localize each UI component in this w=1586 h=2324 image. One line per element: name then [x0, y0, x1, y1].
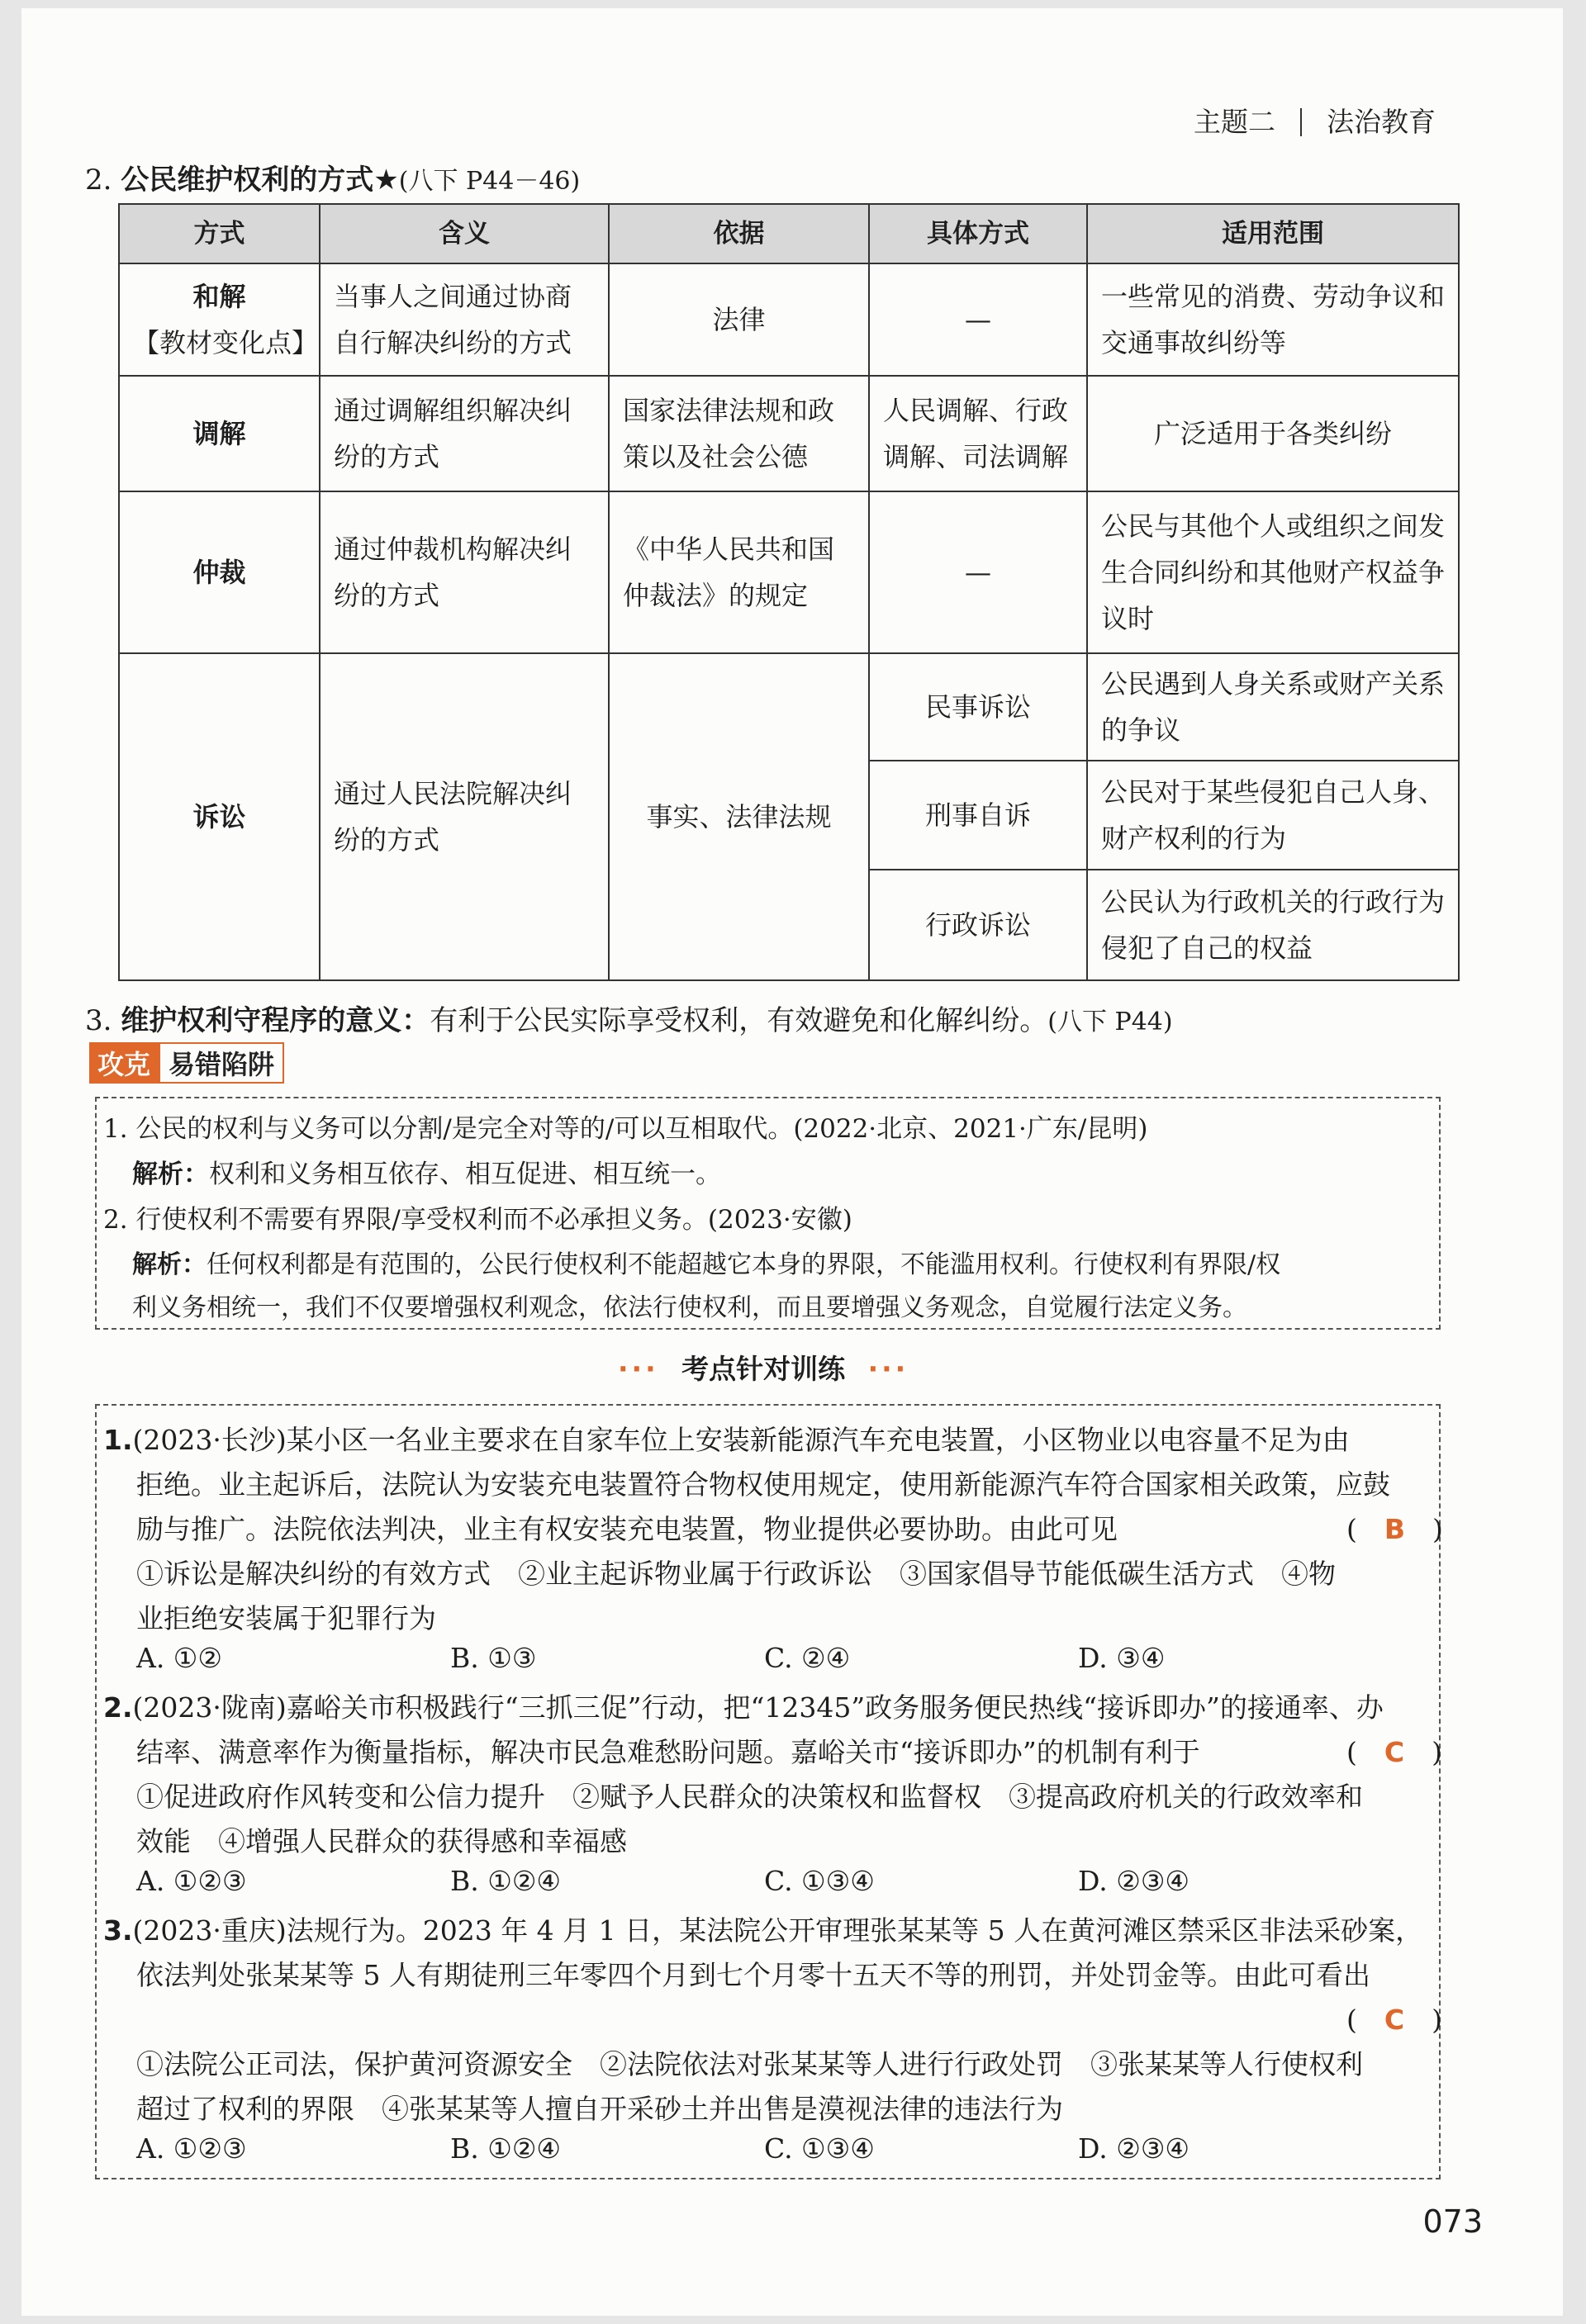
trap1-question: 1. 公民的权利与义务可以分割/是完全对等的/可以互相取代。(2022·北京、2021·广东/昆明) [103, 1114, 1148, 1144]
q2-choice-c: C. ①③④ [764, 1865, 875, 1897]
q3-answer-letter: C [1384, 2004, 1405, 2036]
page-header [1194, 101, 1436, 140]
q1-answer: ( B ) [1346, 1513, 1443, 1545]
dots-right: ··· [867, 1353, 909, 1385]
section3-number: 3. [85, 1004, 112, 1037]
specific-cell: 刑事自诉 [869, 761, 1087, 870]
table-header-cell: 方式 [119, 204, 320, 263]
basis-cell: 法律 [609, 263, 869, 376]
table-header-cell: 含义 [320, 204, 609, 263]
q3-choice-a: A. ①②③ [136, 2132, 247, 2165]
q1-line3: 励与推广。法院依法判决，业主有权安装充电装置，物业提供必要协助。由此可见 [136, 1513, 1118, 1545]
header-title: 法治教育 [1327, 106, 1436, 138]
scope-cell: 广泛适用于各类纠纷 [1087, 376, 1459, 491]
section3-title: 维护权利守程序的意义： [121, 1004, 430, 1037]
method-cell: 仲裁 [119, 491, 320, 653]
q3-line2: 依法判处张某某等 5 人有期徒刑三年零四个月到七个月零十五天不等的刑罚，并处罚金等。由此可看出 [136, 1959, 1370, 1991]
q1-choice-c: C. ②④ [764, 1642, 851, 1674]
meaning-cell: 通过调解组织解决纠纷的方式 [320, 376, 609, 491]
header-theme: 主题二 [1194, 106, 1275, 138]
meaning-cell: 通过仲裁机构解决纠纷的方式 [320, 491, 609, 653]
scope-cell: 公民遇到人身关系或财产关系的争议 [1087, 653, 1459, 761]
meaning-cell: 通过人民法院解决纠纷的方式 [320, 653, 609, 980]
section2-number: 2. [85, 164, 112, 197]
table-header-row [119, 204, 1459, 263]
q3-line1 [103, 1909, 1422, 1948]
q1-line2: 拒绝。业主起诉后，法院认为安装充电装置符合物权使用规定，使用新能源汽车符合国家相关政策，应鼓 [136, 1468, 1390, 1501]
table-row [119, 263, 1459, 376]
method-cell: 诉讼 [119, 653, 320, 980]
specific-cell: 人民调解、行政调解、司法调解 [869, 376, 1087, 491]
trap1-analysis [132, 1153, 721, 1190]
q1-choice-a: A. ①② [136, 1642, 222, 1674]
section2-ref: (八下 P44－46) [398, 167, 581, 196]
scope-cell: 公民对于某些侵犯自己人身、财产权利的行为 [1087, 761, 1459, 870]
q2-line1 [103, 1686, 1384, 1725]
q1-options-1: ①诉讼是解决纠纷的有效方式 ②业主起诉物业属于行政诉讼 ③国家倡导节能低碳生活方式 ④物 [136, 1558, 1336, 1590]
header-divider [1300, 108, 1302, 136]
q1-answer-letter: B [1384, 1513, 1406, 1545]
q3-options-2: 超过了权利的界限 ④张某某等人擅自开采砂土并出售是漠视法律的违法行为 [136, 2093, 1063, 2125]
q2-answer: ( C ) [1346, 1736, 1442, 1768]
q2-choice-a: A. ①②③ [136, 1865, 247, 1897]
page-number: 073 [1422, 2203, 1483, 2240]
trap2-question: 2. 行使权利不需要有界限/享受权利而不必承担义务。(2023·安徽) [103, 1205, 852, 1235]
q2-choice-b: B. ①②④ [450, 1865, 561, 1897]
q3-number: 3. [103, 1914, 133, 1947]
specific-cell: 行政诉讼 [869, 870, 1087, 980]
specific-cell: 民事诉讼 [869, 653, 1087, 761]
section3-paragraph [85, 998, 1173, 1038]
q2-number: 2. [103, 1691, 133, 1724]
q3-choice-b: B. ①②④ [450, 2132, 561, 2165]
basis-cell: 国家法律法规和政策以及社会公德 [609, 376, 869, 491]
trap-tag [89, 1042, 284, 1084]
analysis-text: 任何权利都是有范围的，公民行使权利不能超越它本身的界限，不能滥用权利。行使权利有界限/权 [207, 1250, 1281, 1279]
analysis-label: 解析： [132, 1160, 209, 1189]
training-title: 考点针对训练 [681, 1353, 846, 1385]
table-row [119, 376, 1459, 491]
q1-line1 [103, 1419, 1350, 1458]
method-note: 【教材变化点】 [133, 327, 319, 358]
q3-choice-c: C. ①③④ [764, 2132, 875, 2165]
table-row [119, 653, 1459, 761]
trap2-analysis-cont: 利义务相统一，我们不仅要增强权利观念，依法行使权利，而且要增强义务观念，自觉履行法定义务。 [132, 1293, 1247, 1322]
dots-left: ··· [618, 1353, 659, 1385]
rights-methods-table [118, 203, 1460, 981]
basis-cell: 《中华人民共和国仲裁法》的规定 [609, 491, 869, 653]
q2-choice-d: D. ②③④ [1078, 1865, 1190, 1897]
q1-choice-b: B. ①③ [450, 1642, 537, 1674]
section3-text: 有利于公民实际享受权利，有效避免和化解纠纷。 [430, 1004, 1048, 1037]
q2-stem: (2023·陇南)嘉峪关市积极践行“三抓三促”行动，把“12345”政务服务便民热线“接诉即办”的接通率、办 [132, 1691, 1384, 1724]
tag-part1: 攻克 [89, 1042, 159, 1084]
specific-cell: — [869, 491, 1087, 653]
training-heading [618, 1348, 909, 1387]
meaning-cell: 当事人之间通过协商自行解决纠纷的方式 [320, 263, 609, 376]
q1-choice-d: D. ③④ [1078, 1642, 1166, 1674]
q3-answer: ( C ) [1346, 2004, 1442, 2036]
q2-options-1: ①促进政府作风转变和公信力提升 ②赋予人民群众的决策权和监督权 ③提高政府机关的行政效率和 [136, 1781, 1363, 1813]
method-label: 和解 [192, 281, 246, 312]
q1-stem: (2023·长沙)某小区一名业主要求在自家车位上安装新能源汽车充电装置，小区物业以电容量不足为由 [132, 1424, 1350, 1456]
scope-cell: 一些常见的消费、劳动争议和交通事故纠纷等 [1087, 263, 1459, 376]
section3-ref: (八下 P44) [1047, 1008, 1173, 1036]
q1-number: 1. [103, 1424, 133, 1456]
scope-cell: 公民认为行政机关的行政行为侵犯了自己的权益 [1087, 870, 1459, 980]
table-header-cell: 依据 [609, 204, 869, 263]
q1-options-2: 业拒绝安装属于犯罪行为 [136, 1602, 436, 1634]
basis-cell: 事实、法律法规 [609, 653, 869, 980]
q2-options-2: 效能 ④增强人民群众的获得感和幸福感 [136, 1825, 627, 1857]
q2-line2: 结率、满意率作为衡量指标，解决市民急难愁盼问题。嘉峪关市“接诉即办”的机制有利于 [136, 1736, 1200, 1768]
analysis-label: 解析： [132, 1250, 207, 1279]
section2-heading [85, 157, 580, 197]
method-cell: 调解 [119, 376, 320, 491]
q3-options-1: ①法院公正司法，保护黄河资源安全 ②法院依法对张某某等人进行行政处罚 ③张某某等人行使权利 [136, 2048, 1363, 2080]
specific-cell: — [869, 263, 1087, 376]
table-header-cell: 具体方式 [869, 204, 1087, 263]
section2-title: 公民维护权利的方式★ [121, 164, 399, 197]
scope-cell: 公民与其他个人或组织之间发生合同纠纷和其他财产权益争议时 [1087, 491, 1459, 653]
method-cell [119, 263, 320, 376]
q3-stem: (2023·重庆)法规行为。2023 年 4 月 1 日，某法院公开审理张某某等 5 人在黄河滩区禁采区非法采砂案， [132, 1914, 1423, 1947]
table-header-cell: 适用范围 [1087, 204, 1459, 263]
q2-answer-letter: C [1384, 1736, 1405, 1768]
table-row [119, 491, 1459, 653]
tag-part2: 易错陷阱 [159, 1042, 284, 1084]
q3-choice-d: D. ②③④ [1078, 2132, 1190, 2165]
trap2-analysis [132, 1244, 1280, 1280]
analysis-text: 权利和义务相互依存、相互促进、相互统一。 [209, 1160, 721, 1189]
